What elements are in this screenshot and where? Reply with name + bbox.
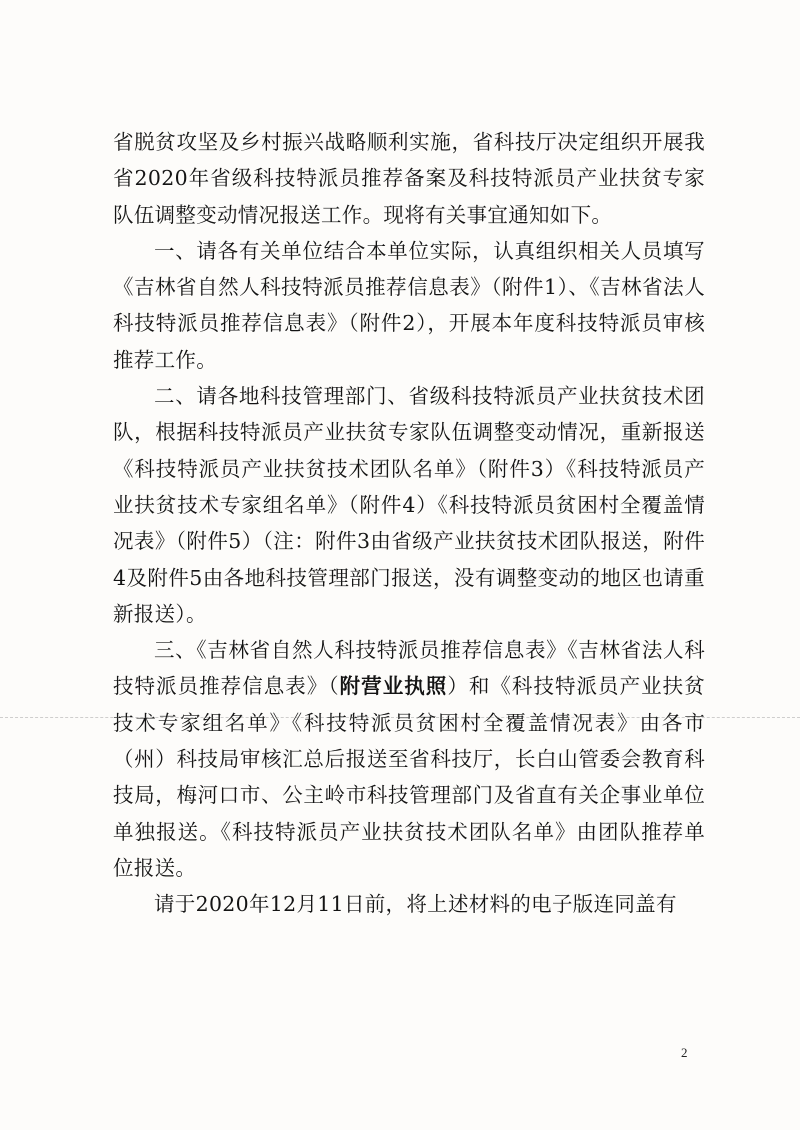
paragraph-item-2: 二、请各地科技管理部门、省级科技特派员产业扶贫技术团队，根据科技特派员产业扶贫专家队伍调整变动情况，重新报送《科技特派员产业扶贫技术团队名单》（附件3）《科技特派员产业扶贫技术专家组名单》（附件4）《科技特派员贫困村全覆盖情况表》（附件5）（注：附件3由省级产业扶贫技术团队报送，附件4及附件5由各地科技管理部门报送，没有调整变动的地区也请重新报送）。 bbox=[113, 384, 705, 626]
paragraph-item-3-part-b: ）和《科技特派员产业扶贫技术专家组名单》《科技特派员贫困村全覆盖情况表》由各市（州）科技局审核汇总后报送至省科技厅，长白山管委会教育科技局，梅河口市、公主岭市科技管理部门及省直有关企事业单位单独报送。《科技特派员产业扶贫技术团队名单》由团队推荐单位报送。 bbox=[113, 674, 705, 880]
paragraph-deadline: 请于2020年12月11日前，将上述材料的电子版连同盖有 bbox=[154, 892, 677, 917]
scan-fold-line bbox=[0, 717, 800, 718]
paragraph-item-3-part-a: 三、《吉林省自然人科技特派员推荐信息表》《吉林省法人科技特派员推荐信息表》（ bbox=[113, 638, 705, 699]
paragraph-item-3-bold: 附营业执照 bbox=[339, 674, 448, 699]
document-body bbox=[113, 124, 705, 923]
paragraph-item-3 bbox=[113, 632, 705, 886]
paragraph-item-1: 一、请各有关单位结合本单位实际，认真组织相关人员填写《吉林省自然人科技特派员推荐信息表》（附件1）、《吉林省法人科技特派员推荐信息表》（附件2），开展本年度科技特派员审核推荐工作。 bbox=[113, 238, 705, 372]
page-number: 2 bbox=[681, 1045, 688, 1060]
paragraph-intro: 省脱贫攻坚及乡村振兴战略顺利实施，省科技厅决定组织开展我省2020年省级科技特派员推荐备案及科技特派员产业扶贫专家队伍调整变动情况报送工作。现将有关事宜通知如下。 bbox=[113, 130, 705, 227]
